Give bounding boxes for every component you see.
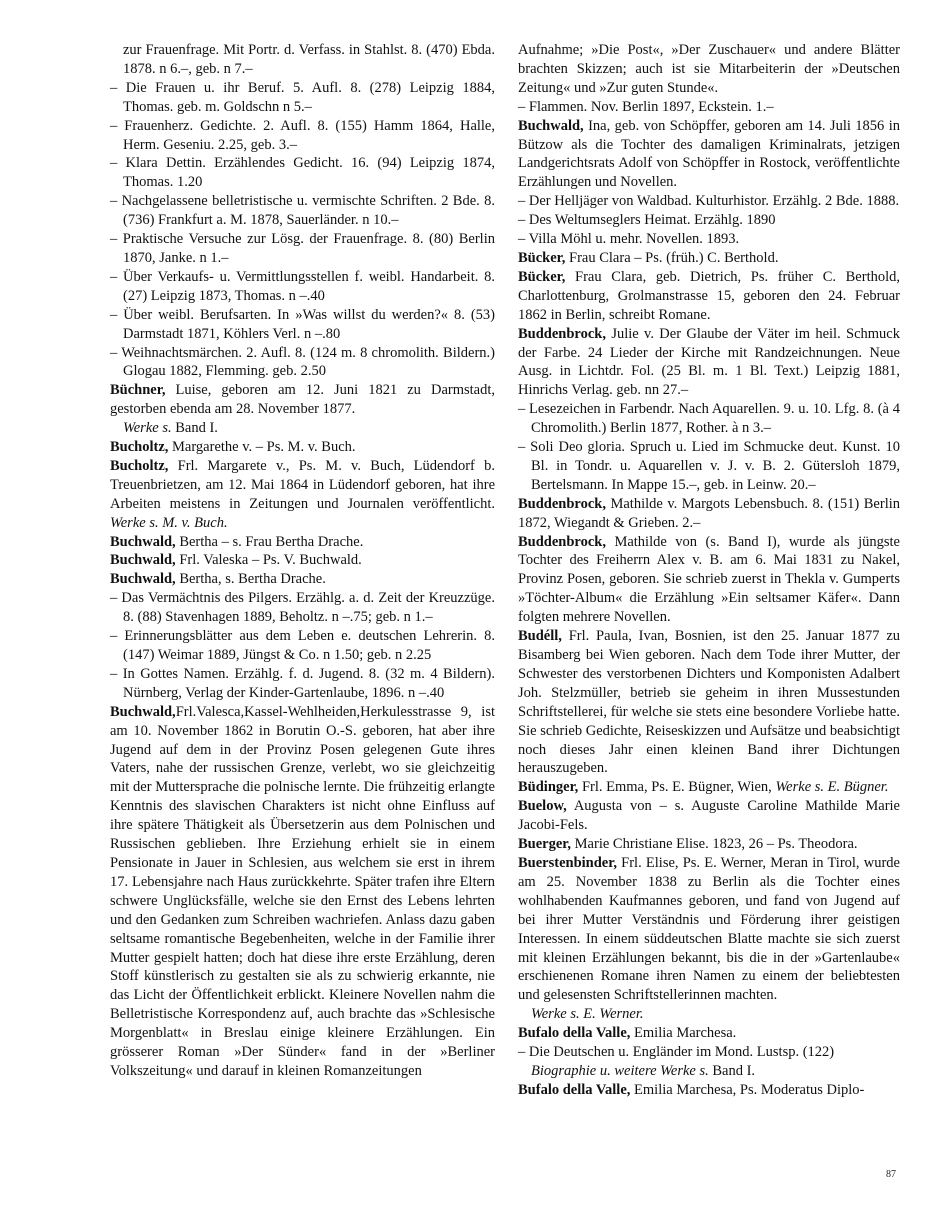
entry-name: Buddenbrock,: [518, 325, 606, 342]
entry-name: Buchwald,: [110, 703, 176, 720]
entry-heading-paragraph: [110, 438, 495, 457]
entry-text: Frau Clara, geb. Dietrich, Ps. früher C. Berthold, Charlottenburg, Grolmanstrasse 15, geboren den 24. Februar 1862 in Berlin, schreibt Romane.: [518, 268, 900, 323]
page-number: 87: [886, 1169, 896, 1180]
work-list-item: [110, 117, 495, 155]
entry-name: Buchwald,: [110, 533, 176, 550]
entry-name: Buchwald,: [518, 117, 584, 134]
entry-heading-paragraph: [518, 854, 900, 1005]
entry-text: Margarethe v. – Ps. M. v. Buch.: [168, 439, 356, 456]
entry-text: Bertha – s. Frau Bertha Drache.: [175, 533, 364, 550]
entry-name: Bücker,: [518, 249, 566, 266]
work-list-item: [110, 79, 495, 117]
work-list-item: [110, 665, 495, 703]
entry-text: Frl. Elise, Ps. E. Werner, Meran in Tirol, wurde am 25. November 1838 zu Berlin als die Tochter eines wohlhabenden Kaufmannes geboren, und fand von Jugend auf bei ihrer Mutter Verständnis und Förderung ihrer geistigen Interessen. In einem süddeutschen Blatte machte sie sich zuerst mit kleinen Erzählungen bekannt, bis die in der »Gartenlaube« erschienenen Romane ihren Namen zu einem der beliebtesten und gelesensten Schriftstellerinnen machten.: [518, 854, 900, 1004]
work-list-item: [518, 230, 900, 249]
italic-reference: Werke s.: [123, 420, 172, 437]
entry-text: zur Frauenfrage. Mit Portr. d. Verfass. in Stahlst. 8. (470) Ebda. 1878. n 6.–, geb. n 7.–: [123, 42, 495, 77]
entry-name: Buddenbrock,: [518, 495, 606, 512]
entry-heading-paragraph: [518, 835, 900, 854]
work-list-item: [518, 98, 900, 117]
italic-reference: Werke s. E. Bügner.: [775, 779, 889, 796]
italic-reference: Biographie u. weitere Werke s.: [531, 1062, 709, 1079]
entry-text: – Erinnerungsblätter aus dem Leben e. deutschen Lehrerin. 8. (147) Weimar 1889, Jüngst & Co. n 1.50; geb. n 2.25: [110, 628, 495, 663]
entry-text: – Villa Möhl u. mehr. Novellen. 1893.: [518, 231, 740, 248]
work-list-item: [110, 589, 495, 627]
entry-text: – Der Hellјäger von Waldbad. Kulturhistor. Erzählg. 2 Bde. 1888.: [518, 193, 900, 210]
entry-text: – Die Frauen u. ihr Beruf. 5. Aufl. 8. (278) Leipzig 1884, Thomas. geb. m. Goldschn n 5.–: [110, 79, 495, 115]
entry-text: Emilia Marchesa, Ps. Moderatus Diplo-: [630, 1081, 865, 1098]
entry-heading-paragraph: [518, 268, 900, 325]
entry-name: Buchwald,: [110, 571, 176, 588]
entry-text: – Klara Dettin. Erzählendes Gedicht. 16. (94) Leipzig 1874, Thomas. 1.20: [110, 155, 495, 191]
entry-text: – Flammen. Nov. Berlin 1897, Eckstein. 1.–: [518, 98, 774, 115]
entry-heading-paragraph: [518, 1081, 900, 1100]
entry-text: Luise, geboren am 12. Juni 1821 zu Darmstadt, gestorben ebenda am 28. November 1877.: [110, 382, 495, 418]
entry-text: Bertha, s. Bertha Drache.: [175, 571, 326, 588]
entry-text: Mathilde von (s. Band I), wurde als jüngste Tochter des Freiherrn Alex v. B. am 6. Mai 1831 zu Nakel, Provinz Posen, geboren. Sie schrieb zuerst in Thekla v. Gumperts »Töchter-Album« die Erzählung »Ein seltsamer Käfer«. Dann folgten mehrere Novellen.: [518, 533, 900, 626]
work-list-item: [110, 306, 495, 344]
entry-heading-paragraph: [518, 249, 900, 268]
entry-name: Bufalo della Valle,: [518, 1025, 631, 1042]
text-paragraph: [518, 41, 900, 98]
entry-text: – Nachgelassene belletristische u. vermischte Schriften. 2 Bde. 8. (736) Frankfurt a. M. 1878, Sauerländer. n 10.–: [110, 193, 495, 229]
entry-name: Buchwald,: [110, 552, 176, 569]
entry-name: Budéll,: [518, 628, 562, 645]
entry-text: Ina, geb. von Schöpffer, geboren am 14. Juli 1856 in Bützow als die Tochter des damaligen Kriminalrats, jetzigen Landgerichtsrats Adolf von Schöpffer in Rostock, veröffentlichte Erzählungen und Novellen.: [518, 117, 900, 191]
entry-text: Frau Clara – Ps. (früh.) C. Berthold.: [565, 249, 779, 266]
entry-heading-paragraph: [518, 797, 900, 835]
entry-text: – Praktische Versuche zur Lösg. der Frauenfrage. 8. (80) Berlin 1870, Janke. n 1.–: [110, 231, 495, 266]
entry-name: Büdinger,: [518, 779, 579, 796]
text-paragraph: [518, 1062, 900, 1081]
entry-text: Frl. Emma, Ps. E. Bügner, Wien,: [578, 779, 776, 796]
entry-heading-paragraph: [518, 325, 900, 401]
entry-text: – Die Deutschen u. Engländer im Mond. Lustsp. (122): [518, 1044, 835, 1061]
entry-heading-paragraph: [110, 457, 495, 533]
entry-heading-paragraph: [110, 570, 495, 589]
entry-name: Buddenbrock,: [518, 533, 606, 550]
work-list-item: [110, 627, 495, 665]
entry-name: Bucholtz,: [110, 457, 169, 474]
entry-name: Bücker,: [518, 268, 566, 285]
entry-heading-paragraph: [518, 533, 900, 628]
right-column: [518, 41, 900, 1100]
entry-text: – Frauenherz. Gedichte. 2. Aufl. 8. (155) Hamm 1864, Halle, Herm. Geseniu. 2.25, geb. 3.–: [110, 117, 495, 153]
entry-text: – Soli Deo gloria. Spruch u. Lied im Schmucke deut. Kunst. 10 Bl. in Tondr. u. Aquarellen v. J. v. B. 2. Gütersloh 1879, Bertelsmann. In Mappe 15.–, geb. in Leinw. 20.–: [518, 439, 900, 493]
entry-text: Julie v. Der Glaube der Väter im heil. Schmuck der Farbe. 24 Lieder der Kirche mit Randzeichnungen. Neue Ausg. in Lichtdr. Fol. (25 Bl. m. 1 Bl. Text.) Leipzig 1881, Hinrichs Verlag. geb. nn 27.–: [518, 325, 900, 399]
entry-heading-paragraph: [518, 495, 900, 533]
entry-text: Emilia Marchesa.: [630, 1025, 737, 1042]
entry-text: – Über Verkaufs- u. Vermittlungsstellen f. weibl. Handarbeit. 8. (27) Leipzig 1873, Thomas. n –.40: [110, 268, 495, 304]
text-paragraph: [518, 1005, 900, 1024]
work-list-item: [110, 230, 495, 268]
work-list-item: [518, 192, 900, 211]
entry-text: Band I.: [708, 1062, 756, 1079]
entry-name: Buerstenbinder,: [518, 854, 617, 871]
left-column: [110, 41, 495, 1081]
text-paragraph: [110, 419, 495, 438]
text-paragraph: [110, 41, 495, 79]
entry-text: – Lesezeichen in Farbendr. Nach Aquarellen. 9. u. 10. Lfg. 8. (à 4 Chromolith.) Berlin 1877, Rother. à n 3.–: [518, 401, 900, 437]
entry-text: Augusta von – s. Auguste Caroline Mathilde Marie Jacobi-Fels.: [518, 798, 900, 834]
entry-heading-paragraph: [110, 381, 495, 419]
entry-text: Aufnahme; »Die Post«, »Der Zuschauer« und andere Blätter brachten Skizzen; auch ist sie Mitarbeiterin der »Deutschen Zeitung« und »Zur guten Stunde«.: [518, 42, 900, 96]
entry-name: Buelow,: [518, 798, 567, 815]
entry-heading-paragraph: [110, 533, 495, 552]
entry-text: Frl. Margarete v., Ps. M. v. Buch, Lüdendorf b. Treuenbrietzen, am 12. Mai 1864 in Lüdendorf geboren, hat ihre Arbeiten meistens in Zeitungen und Journalen veröffentlicht.: [110, 457, 495, 512]
italic-reference: Werke s. E. Werner.: [531, 1006, 644, 1023]
entry-heading-paragraph: [110, 551, 495, 570]
entry-text: Marie Christiane Elise. 1823, 26 – Ps. Theodora.: [571, 836, 858, 853]
work-list-item: [518, 400, 900, 438]
entry-text: Frl. Valeska – Ps. V. Buchwald.: [175, 552, 362, 569]
work-list-item: [518, 211, 900, 230]
entry-name: Bufalo della Valle,: [518, 1081, 631, 1098]
entry-text: Frl.Valesca,Kassel-Wehlheiden,Herkulesstrasse 9, ist am 10. November 1862 in Borutin O.-S. geboren, hat aber ihre Jugend auf dem in der Provinz Posen gelegenen Gute ihres Vaters, nahe der russischen Grenze, verlebt, wo sie gleichzeitig mit der Muttersprache die polnische lernte. Die frühzeitig erlangte Kenntnis des slavischen Charakters ist nicht ohne Einfluss auf ihre spätere Thätigkeit als Übersetzerin aus dem Polnischen und Russischen geblieben. Ihre Erziehung erhielt sie in einem Pensionate in Jauer in Schlesien, aus welchem sie erst in ihrem 17. Lebensjahre nach Haus zurückkehrte. Später trafen ihre Eltern schwere Unglücksfälle, welche sie den Ernst des Lebens lehrten und den Gedanken zum Schreiben wachriefen. Anlass dazu gaben seltsame romantische Begebenheiten, welche in der Familie ihrer Mutter gespielt hatten; doch hat diese ihre erste Erzählung, deren Stoff künstlerisch zu gestalten sie als zu schwierig erkannte, nie das Licht der Öffentlichkeit erblickt. Kleinere Novellen nahm die Belletristische Korrespondenz auf, auch brachte das »Schlesische Morgenblatt« in Breslau einige kleinere Erzählungen. Ein grösserer Roman »Der Sünder« fand in der »Berliner Volkszeitung« und darauf in kleinen Romanzeitungen: [110, 703, 495, 1079]
entry-text: – Über weibl. Berufsarten. In »Was willst du werden?« 8. (53) Darmstadt 1871, Köhlers Verl. n –.80: [110, 306, 495, 342]
entry-text: – Das Vermächtnis des Pilgers. Erzählg. a. d. Zeit der Kreuzzüge. 8. (88) Stavenhagen 1889, Beholtz. n –.75; geb. n 1.–: [110, 590, 495, 626]
entry-text: – In Gottes Namen. Erzählg. f. d. Jugend. 8. (32 m. 4 Bildern). Nürnberg, Verlag der Kinder-Gartenlaube, 1896. n –.40: [110, 665, 495, 701]
entry-text: – Des Weltumseglers Heimat. Erzählg. 1890: [518, 212, 776, 229]
entry-text: Band I.: [171, 420, 218, 437]
work-list-item: [518, 1043, 900, 1062]
entry-heading-paragraph: [518, 778, 900, 797]
work-list-item: [110, 344, 495, 382]
entry-text: Mathilde v. Margots Lebensbuch. 8. (151) Berlin 1872, Wiegandt & Grieben. 2.–: [518, 495, 900, 531]
entry-name: Buerger,: [518, 836, 572, 853]
italic-reference: Werke s. M. v. Buch.: [110, 514, 228, 531]
entry-text: Frl. Paula, Ivan, Bosnien, ist den 25. Januar 1877 zu Bisamberg bei Wien geboren. Nach dem Tode ihrer Mutter, der Schwester des verstorbenen Dichters und Komponisten Adalbert Joh. Stelzmüller, betrieb sie geheim in ihren Mussestunden Schriftstellerei, für welche sie stets eine besondere Vorliebe hatte. Sie schrieb Gedichte, Reiseskizzen und Aufsätze und beabsichtigt noch dieses Jahr einen kleinen Band ihrer Dichtungen herauszugeben.: [518, 628, 900, 777]
entry-heading-paragraph: [518, 1024, 900, 1043]
entry-name: Bucholtz,: [110, 439, 169, 456]
work-list-item: [110, 154, 495, 192]
entry-name: Büchner,: [110, 382, 166, 399]
work-list-item: [110, 192, 495, 230]
entry-heading-paragraph: [518, 117, 900, 193]
entry-text: – Weihnachtsmärchen. 2. Aufl. 8. (124 m. 8 chromolith. Bildern.) Glogau 1882, Flemming. geb. 2.50: [110, 344, 495, 380]
entry-heading-paragraph: [110, 703, 495, 1081]
work-list-item: [110, 268, 495, 306]
work-list-item: [518, 438, 900, 495]
entry-heading-paragraph: [518, 627, 900, 778]
